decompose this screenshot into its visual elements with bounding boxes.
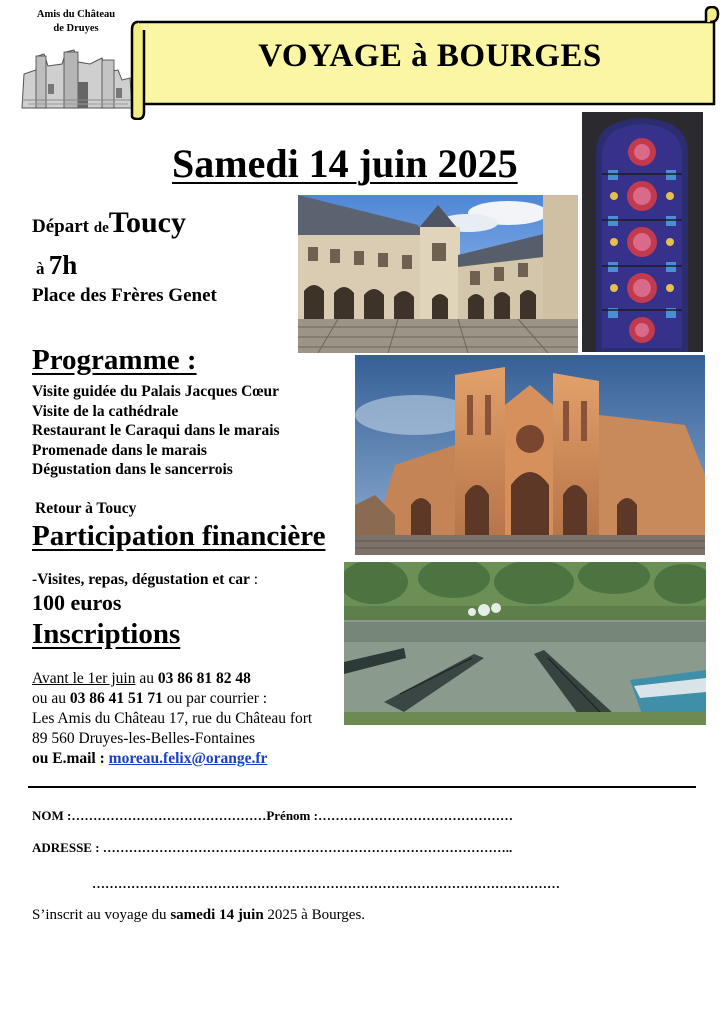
email-line <box>32 750 267 768</box>
price: 100 euros <box>32 590 122 615</box>
departure-town: Toucy <box>108 206 186 239</box>
org-line-1: Amis du Château <box>36 9 116 20</box>
return-info: Retour à Toucy <box>35 500 137 517</box>
registration-statement <box>32 907 365 924</box>
departure-line <box>32 206 186 240</box>
participation-desc-colon: : <box>249 571 259 588</box>
cathedral-photo <box>355 355 705 555</box>
divider <box>28 786 696 788</box>
email-link[interactable]: moreau.felix@orange.fr <box>108 750 268 767</box>
phone-2: 03 86 41 51 71 <box>69 690 163 707</box>
postal-address-2: 89 560 Druyes-les-Belles-Fontaines <box>32 730 255 747</box>
contact-text: au <box>135 670 158 687</box>
palais-jacques-coeur-photo <box>298 195 578 353</box>
contact-line-1 <box>32 670 251 688</box>
name-field[interactable]: NOM :………………………………………Prénom :……………………………………… <box>32 808 513 823</box>
departure-place: Place des Frères Genet <box>32 285 217 306</box>
statement-date: samedi 14 juin <box>170 907 264 923</box>
email-label: ou E.mail : <box>32 750 109 767</box>
participation-desc-text: -Visites, repas, dégustation et car <box>32 571 250 588</box>
postal-address-1: Les Amis du Château 17, rue du Château fort <box>32 710 313 727</box>
trip-date: Samedi 14 juin 2025 <box>172 141 518 186</box>
participation-description <box>32 571 258 589</box>
org-line-2: de Druyes <box>53 23 99 34</box>
inscriptions-heading: Inscriptions <box>32 618 181 650</box>
participation-heading: Participation financière <box>32 520 326 552</box>
contact-text: ou par courrier : <box>162 690 268 707</box>
departure-time: 7h <box>48 250 78 280</box>
list-item: Dégustation dans le sancerrois <box>32 461 233 479</box>
list-item: Promenade dans le marais <box>32 441 207 459</box>
phone-1: 03 86 81 82 48 <box>157 670 251 687</box>
deadline: Avant le 1er juin <box>32 670 136 687</box>
stained-glass-photo <box>582 112 703 352</box>
programme-heading: Programme : <box>32 344 197 376</box>
address-field-line-2[interactable]: ……………………………………………………………………………………………… <box>92 876 560 891</box>
contact-text: ou au <box>32 690 70 707</box>
list-item: Visite guidée du Palais Jacques Cœur <box>32 383 280 400</box>
page-title: VOYAGE à BOURGES <box>258 38 602 74</box>
statement-text: S’inscrit au voyage du <box>32 907 171 923</box>
departure-label: Départ <box>32 216 94 237</box>
departure-a: à <box>36 259 49 278</box>
organization-name <box>20 8 132 36</box>
marais-boats-photo <box>344 562 706 725</box>
departure-de: de <box>93 220 109 236</box>
statement-text: 2025 à Bourges. <box>263 907 366 923</box>
list-item: Restaurant le Caraqui dans le marais <box>32 422 280 440</box>
castle-logo-icon <box>18 44 134 110</box>
contact-line-2 <box>32 690 267 708</box>
departure-time-line <box>36 250 77 281</box>
programme-list <box>32 382 280 480</box>
address-field[interactable]: ADRESSE : ………………………………………………………………………………….. <box>32 840 513 855</box>
list-item: Visite de la cathédrale <box>32 402 179 420</box>
